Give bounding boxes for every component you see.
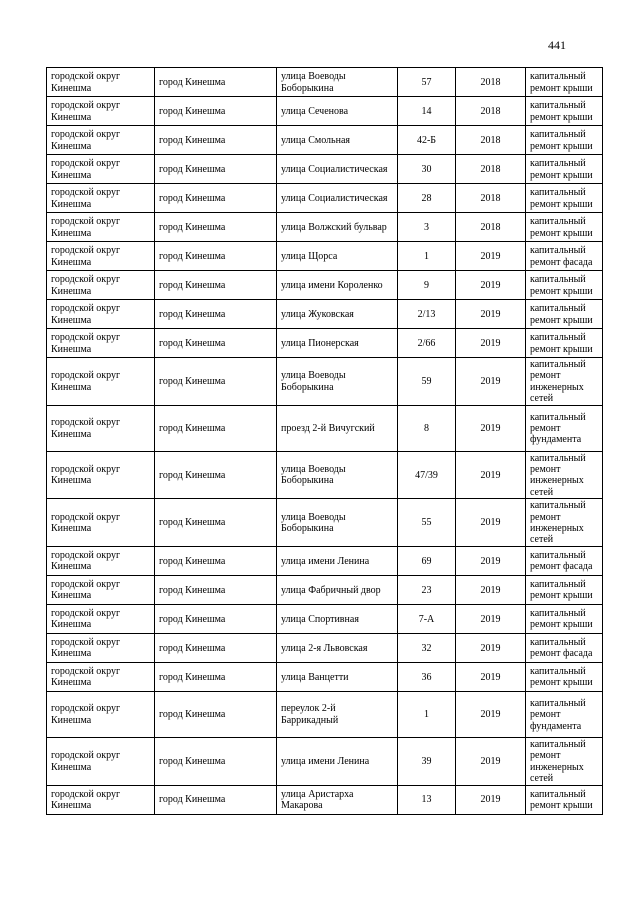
table-row [47, 126, 603, 155]
table-row [47, 451, 603, 499]
street-cell: улица Волжский бульвар [277, 213, 398, 242]
table-row [47, 662, 603, 691]
year-cell: 2019 [456, 546, 526, 575]
year-cell: 2019 [456, 575, 526, 604]
district-cell: городской округ Кинешма [47, 451, 155, 499]
city-cell: город Кинешма [155, 691, 277, 737]
work-type-cell: капитальный ремонт фундамента [526, 405, 603, 451]
table-row [47, 604, 603, 633]
street-cell: улица Щорса [277, 242, 398, 271]
street-cell: улица Воеводы Боборыкина [277, 68, 398, 97]
year-cell: 2019 [456, 737, 526, 785]
district-cell: городской округ Кинешма [47, 358, 155, 406]
district-cell: городской округ Кинешма [47, 785, 155, 814]
year-cell: 2019 [456, 604, 526, 633]
city-cell: город Кинешма [155, 358, 277, 406]
year-cell: 2018 [456, 126, 526, 155]
table-row [47, 271, 603, 300]
district-cell: городской округ Кинешма [47, 184, 155, 213]
work-type-cell: капитальный ремонт крыши [526, 68, 603, 97]
city-cell: город Кинешма [155, 785, 277, 814]
district-cell: городской округ Кинешма [47, 737, 155, 785]
year-cell: 2019 [456, 785, 526, 814]
table-row [47, 405, 603, 451]
year-cell: 2019 [456, 405, 526, 451]
city-cell: город Кинешма [155, 97, 277, 126]
district-cell: городской округ Кинешма [47, 271, 155, 300]
house-number-cell: 32 [398, 633, 456, 662]
work-type-cell: капитальный ремонт крыши [526, 184, 603, 213]
house-number-cell: 14 [398, 97, 456, 126]
year-cell: 2019 [456, 633, 526, 662]
house-number-cell: 36 [398, 662, 456, 691]
street-cell: улица Пионерская [277, 329, 398, 358]
house-number-cell: 23 [398, 575, 456, 604]
table-row [47, 499, 603, 547]
table-row [47, 242, 603, 271]
house-number-cell: 57 [398, 68, 456, 97]
district-cell: городской округ Кинешма [47, 633, 155, 662]
city-cell: город Кинешма [155, 213, 277, 242]
work-type-cell: капитальный ремонт фундамента [526, 691, 603, 737]
work-type-cell: капитальный ремонт крыши [526, 662, 603, 691]
year-cell: 2018 [456, 184, 526, 213]
house-number-cell: 39 [398, 737, 456, 785]
house-number-cell: 9 [398, 271, 456, 300]
table-row [47, 546, 603, 575]
city-cell: город Кинешма [155, 184, 277, 213]
street-cell: улица Воеводы Боборыкина [277, 451, 398, 499]
house-number-cell: 28 [398, 184, 456, 213]
year-cell: 2019 [456, 329, 526, 358]
work-type-cell: капитальный ремонт крыши [526, 155, 603, 184]
work-type-cell: капитальный ремонт крыши [526, 126, 603, 155]
district-cell: городской округ Кинешма [47, 126, 155, 155]
work-type-cell: капитальный ремонт крыши [526, 575, 603, 604]
table-row [47, 358, 603, 406]
city-cell: город Кинешма [155, 604, 277, 633]
district-cell: городской округ Кинешма [47, 405, 155, 451]
city-cell: город Кинешма [155, 546, 277, 575]
street-cell: улица Спортивная [277, 604, 398, 633]
work-type-cell: капитальный ремонт крыши [526, 604, 603, 633]
district-cell: городской округ Кинешма [47, 575, 155, 604]
work-type-cell: капитальный ремонт инженерных сетей [526, 499, 603, 547]
city-cell: город Кинешма [155, 242, 277, 271]
year-cell: 2019 [456, 300, 526, 329]
house-number-cell: 59 [398, 358, 456, 406]
district-cell: городской округ Кинешма [47, 546, 155, 575]
house-number-cell: 42-Б [398, 126, 456, 155]
street-cell: улица Ванцетти [277, 662, 398, 691]
work-type-cell: капитальный ремонт крыши [526, 300, 603, 329]
table-row [47, 633, 603, 662]
street-cell: улица Воеводы Боборыкина [277, 499, 398, 547]
district-cell: городской округ Кинешма [47, 97, 155, 126]
year-cell: 2019 [456, 242, 526, 271]
city-cell: город Кинешма [155, 155, 277, 184]
city-cell: город Кинешма [155, 300, 277, 329]
year-cell: 2019 [456, 271, 526, 300]
district-cell: городской округ Кинешма [47, 691, 155, 737]
street-cell: улица Воеводы Боборыкина [277, 358, 398, 406]
year-cell: 2018 [456, 213, 526, 242]
year-cell: 2019 [456, 451, 526, 499]
city-cell: город Кинешма [155, 329, 277, 358]
street-cell: улица 2-я Львовская [277, 633, 398, 662]
street-cell: улица имени Ленина [277, 546, 398, 575]
house-number-cell: 30 [398, 155, 456, 184]
city-cell: город Кинешма [155, 575, 277, 604]
street-cell: улица имени Короленко [277, 271, 398, 300]
house-number-cell: 55 [398, 499, 456, 547]
house-number-cell: 69 [398, 546, 456, 575]
district-cell: городской округ Кинешма [47, 242, 155, 271]
district-cell: городской округ Кинешма [47, 499, 155, 547]
year-cell: 2018 [456, 68, 526, 97]
house-number-cell: 1 [398, 242, 456, 271]
housing-repair-table [46, 67, 603, 815]
work-type-cell: капитальный ремонт крыши [526, 329, 603, 358]
city-cell: город Кинешма [155, 499, 277, 547]
house-number-cell: 47/39 [398, 451, 456, 499]
work-type-cell: капитальный ремонт инженерных сетей [526, 451, 603, 499]
city-cell: город Кинешма [155, 271, 277, 300]
year-cell: 2018 [456, 97, 526, 126]
table-row [47, 329, 603, 358]
street-cell: улица Сеченова [277, 97, 398, 126]
work-type-cell: капитальный ремонт инженерных сетей [526, 358, 603, 406]
street-cell: проезд 2-й Вичугский [277, 405, 398, 451]
city-cell: город Кинешма [155, 405, 277, 451]
table-row [47, 97, 603, 126]
house-number-cell: 2/66 [398, 329, 456, 358]
street-cell: улица Аристарха Макарова [277, 785, 398, 814]
house-number-cell: 1 [398, 691, 456, 737]
city-cell: город Кинешма [155, 633, 277, 662]
year-cell: 2019 [456, 662, 526, 691]
year-cell: 2018 [456, 155, 526, 184]
district-cell: городской округ Кинешма [47, 300, 155, 329]
table-row [47, 785, 603, 814]
table-row [47, 184, 603, 213]
table-row [47, 213, 603, 242]
city-cell: город Кинешма [155, 68, 277, 97]
house-number-cell: 13 [398, 785, 456, 814]
page-number: 441 [548, 38, 566, 52]
street-cell: переулок 2-й Баррикадный [277, 691, 398, 737]
table-row [47, 575, 603, 604]
house-number-cell: 7-А [398, 604, 456, 633]
street-cell: улица Смольная [277, 126, 398, 155]
district-cell: городской округ Кинешма [47, 604, 155, 633]
table-row [47, 300, 603, 329]
work-type-cell: капитальный ремонт фасада [526, 546, 603, 575]
table-row [47, 691, 603, 737]
house-number-cell: 8 [398, 405, 456, 451]
district-cell: городской округ Кинешма [47, 329, 155, 358]
work-type-cell: капитальный ремонт фасада [526, 633, 603, 662]
table-row [47, 737, 603, 785]
year-cell: 2019 [456, 358, 526, 406]
house-number-cell: 3 [398, 213, 456, 242]
table-row [47, 155, 603, 184]
district-cell: городской округ Кинешма [47, 213, 155, 242]
work-type-cell: капитальный ремонт фасада [526, 242, 603, 271]
district-cell: городской округ Кинешма [47, 662, 155, 691]
street-cell: улица Социалистическая [277, 155, 398, 184]
street-cell: улица Фабричный двор [277, 575, 398, 604]
street-cell: улица Социалистическая [277, 184, 398, 213]
year-cell: 2019 [456, 499, 526, 547]
work-type-cell: капитальный ремонт инженерных сетей [526, 737, 603, 785]
work-type-cell: капитальный ремонт крыши [526, 213, 603, 242]
work-type-cell: капитальный ремонт крыши [526, 97, 603, 126]
district-cell: городской округ Кинешма [47, 155, 155, 184]
work-type-cell: капитальный ремонт крыши [526, 271, 603, 300]
street-cell: улица имени Ленина [277, 737, 398, 785]
city-cell: город Кинешма [155, 737, 277, 785]
city-cell: город Кинешма [155, 451, 277, 499]
work-type-cell: капитальный ремонт крыши [526, 785, 603, 814]
year-cell: 2019 [456, 691, 526, 737]
city-cell: город Кинешма [155, 662, 277, 691]
street-cell: улица Жуковская [277, 300, 398, 329]
table-row [47, 68, 603, 97]
house-number-cell: 2/13 [398, 300, 456, 329]
district-cell: городской округ Кинешма [47, 68, 155, 97]
city-cell: город Кинешма [155, 126, 277, 155]
